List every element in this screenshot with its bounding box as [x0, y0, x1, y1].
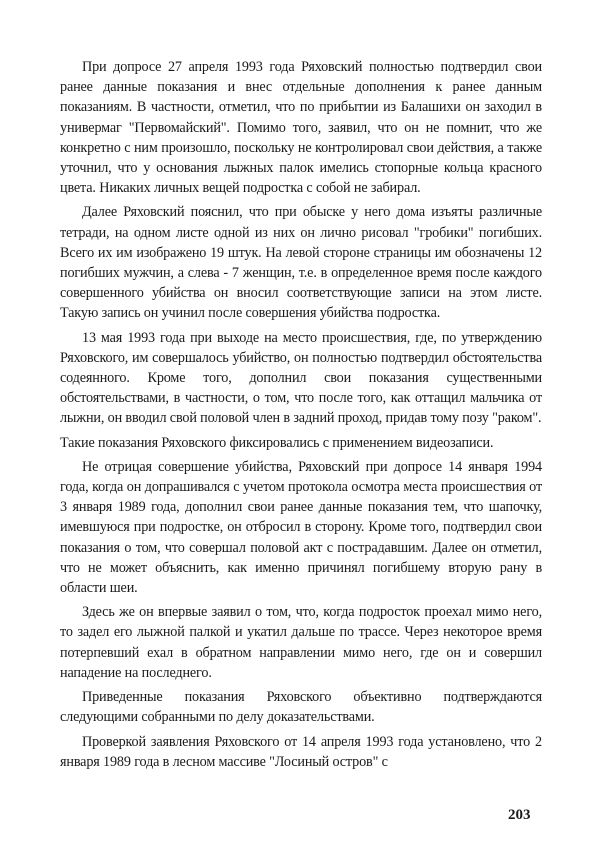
paragraph-7: Приведенные показания Ряховского объективно подтверждаются следующими собранными по делу доказательствами.	[60, 689, 542, 726]
paragraph-4: Такие показания Ряховского фиксировались с применением видеозаписи.	[60, 434, 494, 451]
paragraph-2: Далее Ряховский пояснил, что при обыске у него дома изъяты различные тетради, на одном листе одной из них он лично рисовал "гробики" погибших. Всего их им изображено 19 штук. На левой стороне страницы им обозначены 12 погибших мужчин, а слева - 7 женщин, т.е. в определенное время после каждого совершенного убийства он вносил соответствующие записи на этом листе. Такую запись он учинил после совершения убийства подростка.	[60, 204, 542, 322]
body-text	[60, 57, 542, 776]
paragraph-6: Здесь же он впервые заявил о том, что, когда подросток проехал мимо него, то задел его лыжной палкой и укатил дальше по трассе. Через некоторое время потерпевший ехал в обратном направлении мимо него, где он и совершил нападение на последнего.	[60, 604, 542, 681]
paragraph-8: Проверкой заявления Ряховского от 14 апреля 1993 года установлено, что 2 января 1989 года в лесном массиве "Лосиный остров" с	[60, 733, 542, 770]
paragraph-3: 13 мая 1993 года при выходе на место происшествия, где, по утверждению Ряховского, им совершалось убийство, он полностью подтвердил обстоятельства содеянного. Кроме того, дополнил свои показания существенными обстоятельствами, в частности, о том, что после того, как оттащил мальчика от лыжни, он вводил свой половой член в задний проход, придав тому позу "раком".	[60, 329, 542, 427]
page-number: 203	[508, 807, 531, 823]
paragraph-5: Не отрицая совершение убийства, Ряховский при допросе 14 января 1994 года, когда он допрашивался с учетом протокола осмотра места происшествия от 3 января 1989 года, дополнил свои ранее данные показания тем, что шапочку, имевшуюся при подростке, он отбросил в сторону. Кроме того, подтвердил свои показания о том, что совершал половой акт с пострадавшим. Далее он отметил, что не может объяснить, как именно причинял погибшему вторую рану в области шеи.	[60, 458, 542, 597]
paragraph-1: При допросе 27 апреля 1993 года Ряховский полностью подтвердил свои ранее данные показания и внес отдельные дополнения к ранее данным показаниям. В частности, отметил, что по прибытии из Балашихи он заходил в универмаг "Первомайский". Помимо того, заявил, что он не помнит, что же конкретно с ним произошло, поскольку не контролировал свои действия, а также уточнил, что у основания лыжных палок имелись стопорные кольца красного цвета. Никаких личных вещей подростка с собой не забирал.	[60, 59, 542, 197]
